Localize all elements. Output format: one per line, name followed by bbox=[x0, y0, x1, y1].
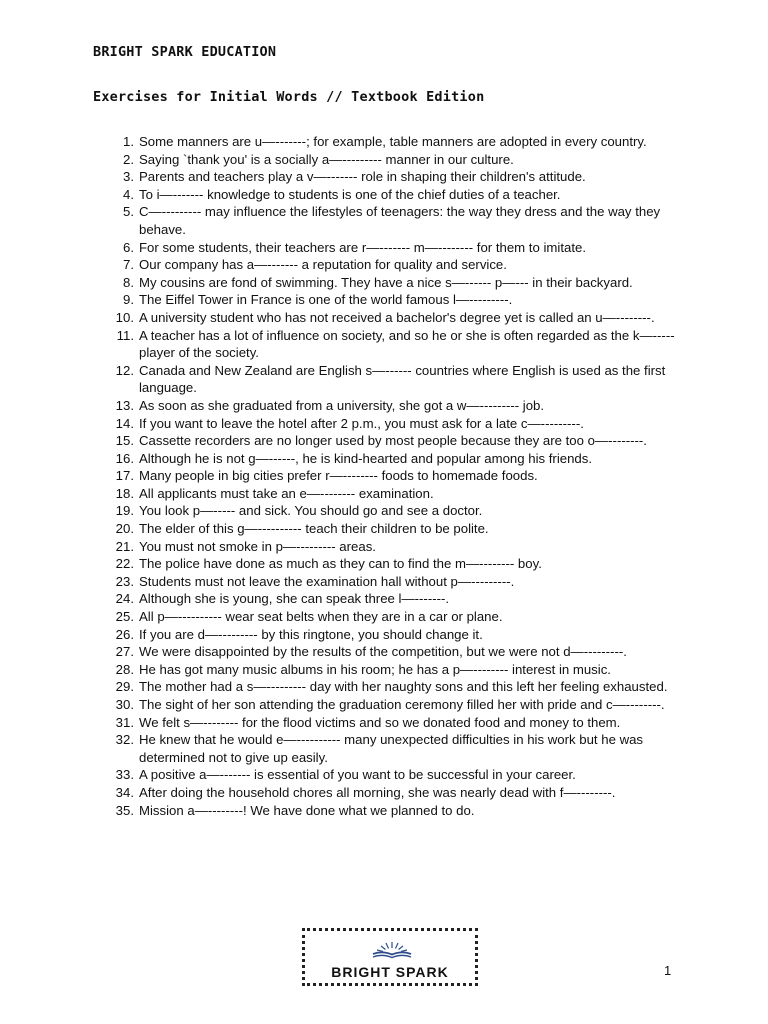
exercise-item bbox=[100, 450, 680, 468]
exercise-number: 33. bbox=[115, 767, 134, 783]
exercise-text: You look p—----- and sick. You should go and see a doctor. bbox=[139, 503, 483, 519]
exercise-item bbox=[100, 291, 680, 309]
exercise-text: For some students, their teachers are r—------- m—-------- for them to imitate. bbox=[139, 239, 586, 255]
exercise-item bbox=[100, 362, 680, 397]
exercise-item bbox=[100, 520, 680, 538]
exercise-item bbox=[100, 714, 680, 732]
exercise-text: C—--------- may influence the lifestyles of teenagers: the way they dress and the way they behave. bbox=[139, 204, 661, 237]
exercise-number: 7. bbox=[123, 257, 134, 273]
exercise-text: To i—------- knowledge to students is one of the chief duties of a teacher. bbox=[139, 186, 561, 202]
exercise-text: We felt s—-------- for the flood victims and so we donated food and money to them. bbox=[139, 714, 621, 730]
exercise-item bbox=[100, 151, 680, 169]
exercise-item bbox=[100, 802, 680, 820]
exercise-item bbox=[100, 327, 680, 362]
exercise-text: He knew that he would e—---------- many unexpected difficulties in his work but he was determined not to give up easily. bbox=[139, 732, 644, 765]
exercise-number: 16. bbox=[115, 450, 134, 466]
logo-text: BRIGHT SPARK bbox=[331, 964, 449, 980]
exercise-item bbox=[100, 784, 680, 802]
exercise-item bbox=[100, 467, 680, 485]
exercise-item bbox=[100, 731, 680, 766]
exercise-item bbox=[100, 766, 680, 784]
exercise-number: 2. bbox=[123, 151, 134, 167]
exercise-number: 29. bbox=[115, 679, 134, 695]
exercise-text: Students must not leave the examination hall without p—---------. bbox=[139, 573, 515, 589]
exercise-number: 15. bbox=[115, 433, 134, 449]
exercise-number: 8. bbox=[123, 274, 134, 290]
exercise-text: The Eiffel Tower in France is one of the world famous l—---------. bbox=[139, 292, 513, 308]
exercise-text: My cousins are fond of swimming. They have a nice s—------ p—--- in their backyard. bbox=[139, 274, 633, 290]
exercise-text: Many people in big cities prefer r—-------- foods to homemade foods. bbox=[139, 468, 538, 484]
exercise-number: 26. bbox=[115, 626, 134, 642]
exercise-item bbox=[100, 538, 680, 556]
document-title: Exercises for Initial Words // Textbook Edition bbox=[93, 89, 485, 105]
exercise-number: 34. bbox=[115, 784, 134, 800]
exercise-item bbox=[100, 661, 680, 679]
exercise-number: 20. bbox=[115, 521, 134, 537]
page-number: 1 bbox=[664, 963, 672, 978]
bright-spark-logo bbox=[302, 928, 478, 986]
exercise-item bbox=[100, 203, 680, 238]
exercise-number: 12. bbox=[115, 362, 134, 378]
exercise-number: 23. bbox=[115, 573, 134, 589]
exercise-number: 24. bbox=[115, 591, 134, 607]
exercise-text: The mother had a s—--------- day with her naughty sons and this left her feeling exhausted. bbox=[139, 679, 668, 695]
exercise-item bbox=[100, 168, 680, 186]
exercise-number: 11. bbox=[116, 327, 134, 343]
exercise-item bbox=[100, 678, 680, 696]
exercise-text: A teacher has a lot of influence on society, and so he or she is often regarded as the k—----- player of the society. bbox=[139, 327, 675, 361]
exercise-number: 35. bbox=[115, 802, 134, 818]
exercise-number: 30. bbox=[115, 697, 134, 712]
exercise-list bbox=[100, 133, 680, 819]
exercise-text: As soon as she graduated from a university, she got a w—--------- job. bbox=[139, 397, 545, 413]
exercise-item bbox=[100, 186, 680, 204]
exercise-number: 9. bbox=[123, 292, 134, 308]
open-book-sunrise-icon bbox=[369, 939, 415, 961]
exercise-item bbox=[100, 555, 680, 573]
exercise-text: Parents and teachers play a v—------- role in shaping their children's attitude. bbox=[139, 169, 586, 185]
exercise-number: 5. bbox=[123, 204, 134, 220]
exercise-item bbox=[100, 309, 680, 327]
exercise-text: Saying `thank you' is a socially a—--------- manner in our culture. bbox=[139, 151, 514, 167]
exercise-text: He has got many music albums in his room; he has a p—-------- interest in music. bbox=[139, 661, 611, 677]
exercise-number: 10. bbox=[115, 309, 134, 325]
exercise-item bbox=[100, 608, 680, 626]
exercise-number: 19. bbox=[115, 503, 134, 519]
exercise-text: If you are d—--------- by this ringtone, you should change it. bbox=[139, 626, 483, 642]
exercise-number: 21. bbox=[115, 538, 134, 554]
exercise-item bbox=[100, 590, 680, 608]
exercise-item bbox=[100, 397, 680, 415]
exercise-item bbox=[100, 626, 680, 644]
exercise-number: 18. bbox=[115, 485, 134, 501]
exercise-text: A positive a—------- is essential of you want to be successful in your career. bbox=[139, 767, 576, 783]
exercise-text: The elder of this g—---------- teach their children to be polite. bbox=[139, 521, 489, 537]
exercise-text: Canada and New Zealand are English s—------ countries where English is used as the first language. bbox=[139, 362, 666, 396]
exercise-number: 1. bbox=[123, 134, 134, 149]
exercise-number: 6. bbox=[123, 239, 134, 255]
exercise-text: You must not smoke in p—--------- areas. bbox=[139, 538, 376, 554]
exercise-text: Our company has a—------- a reputation for quality and service. bbox=[139, 257, 507, 273]
exercise-item bbox=[100, 485, 680, 503]
exercise-number: 13. bbox=[115, 397, 134, 413]
exercise-item bbox=[100, 274, 680, 292]
exercise-item bbox=[100, 133, 680, 151]
exercise-item bbox=[100, 573, 680, 591]
exercise-text: Although he is not g—------, he is kind-hearted and popular among his friends. bbox=[139, 450, 593, 466]
exercise-number: 25. bbox=[115, 609, 134, 625]
exercise-text: The police have done as much as they can to find the m—-------- boy. bbox=[139, 556, 542, 572]
exercise-text: The sight of her son attending the graduation ceremony filled her with pride and c—--------. bbox=[139, 697, 665, 712]
exercise-item bbox=[100, 256, 680, 274]
exercise-number: 32. bbox=[115, 732, 134, 748]
exercise-number: 31. bbox=[115, 714, 134, 730]
exercise-item bbox=[100, 239, 680, 257]
exercise-text: Mission a—--------! We have done what we planned to do. bbox=[139, 802, 475, 818]
exercise-item bbox=[100, 643, 680, 661]
exercise-number: 22. bbox=[115, 556, 134, 572]
exercise-item bbox=[100, 696, 680, 714]
exercise-number: 14. bbox=[115, 415, 134, 431]
exercise-text: We were disappointed by the results of the competition, but we were not d—---------. bbox=[139, 644, 627, 660]
exercise-text: All p—---------- wear seat belts when they are in a car or plane. bbox=[139, 609, 503, 625]
exercise-number: 27. bbox=[115, 644, 134, 660]
exercise-item bbox=[100, 502, 680, 520]
exercise-text: A university student who has not received a bachelor's degree yet is called an u—--------. bbox=[139, 309, 655, 325]
exercise-text: Some manners are u—-------; for example, table manners are adopted in every country. bbox=[139, 134, 647, 149]
exercise-text: All applicants must take an e—-------- examination. bbox=[139, 485, 434, 501]
header-org-name: BRIGHT SPARK EDUCATION bbox=[93, 44, 277, 60]
exercise-text: Although she is young, she can speak three l—-------. bbox=[139, 591, 450, 607]
exercise-number: 3. bbox=[123, 169, 134, 185]
exercise-item bbox=[100, 432, 680, 450]
exercise-number: 17. bbox=[115, 468, 134, 484]
exercise-number: 4. bbox=[123, 186, 134, 202]
exercise-number: 28. bbox=[115, 661, 134, 677]
exercise-text: If you want to leave the hotel after 2 p.m., you must ask for a late c—---------. bbox=[139, 415, 584, 431]
exercise-text: Cassette recorders are no longer used by most people because they are too o—--------. bbox=[139, 433, 647, 449]
exercise-item bbox=[100, 415, 680, 433]
exercise-text: After doing the household chores all morning, she was nearly dead with f—--------. bbox=[139, 784, 616, 800]
